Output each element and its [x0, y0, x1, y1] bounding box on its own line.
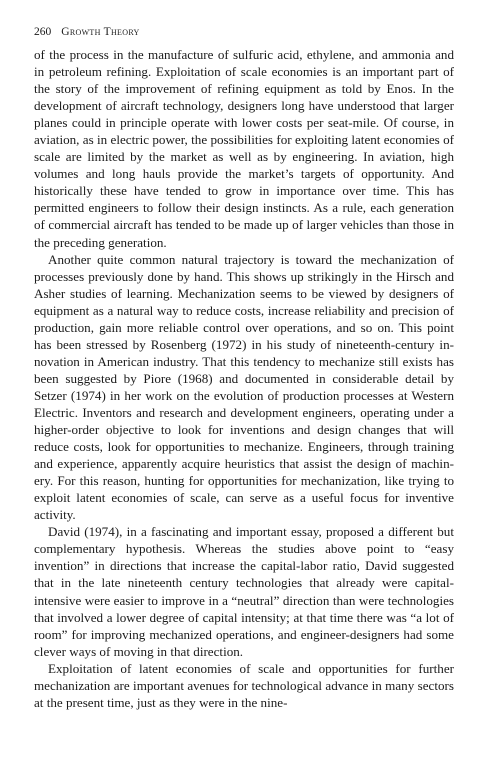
paragraph-david: David (1974), in a fascinating and important essay, proposed a different but complementary hypothesis. Whereas the studies above point to “easy invention” in directions that increase the capital-labor ratio, David suggested that in the late nineteenth century technologies that already were capital-intensive were easier to improve in a “neutral” direction than were technologies that involved a lower degree of capital intensity; at that time there was “a lot of room” for improving mechanized operations, and engineer-designers had some clever ways of moving in that direction.: [34, 524, 454, 659]
running-head: [34, 24, 454, 40]
paragraph-exploitation: Exploitation of latent economies of scale and opportunities for further mechanization are important avenues for technological advance in many sectors at the present time, just as they were in the nine-: [34, 660, 454, 710]
paragraph-continued: of the process in the manufacture of sulfuric acid, ethylene, and ammonia and in petroleum refining. Exploitation of scale economies is an important part of the story of the improvement of refining equipment as told by Enos. In the development of aircraft technology, designers long have understood that larger planes could in principle operate with lower costs per seat-mile. Of course, in aviation, as in electric power, the possibilities for exploiting latent economies of scale are limited by the market as well as by engineering. In aviation, high volumes and long hauls provide the market’s targets of opportunity. And historically these have tended to grow in importance over time. This has permitted engineers to follow their design instincts. As a rule, each generation of commercial aircraft has tended to be made up of larger vehicles than those in the preceding generation.: [34, 47, 454, 250]
running-title: Growth Theory: [61, 26, 140, 38]
book-page: [34, 24, 454, 711]
body-text: [34, 46, 454, 711]
paragraph-mechanization: Another quite common natural trajectory is toward the mechanization of processes previously done by hand. This shows up strikingly in the Hirsch and Asher studies of learning. Mechanization seems to be viewed by designers of equipment as a natural way to reduce costs, increase reliability and precision of production, gain more reliable control over operations, and so on. This point has been stressed by Rosenberg (1972) in his study of nineteenth-century innovation in American industry. That this tendency to mechanize still exists has been suggested by Piore (1968) and documented in considerable detail by Setzer (1974) in her work on the evolution of production processes at Western Electric. Inventors and research and development engineers, operating under a higher-order objective to look for inventions and design changes that will reduce costs, look for opportunities to mechanize. Engineers, through training and experience, apparently acquire heuristics that assist the design of machinery. For this reason, hunting for opportunities for mechanization, like trying to exploit latent economies of scale, can serve as a useful focus for inventive activity.: [34, 251, 454, 523]
page-number: 260: [34, 26, 52, 38]
